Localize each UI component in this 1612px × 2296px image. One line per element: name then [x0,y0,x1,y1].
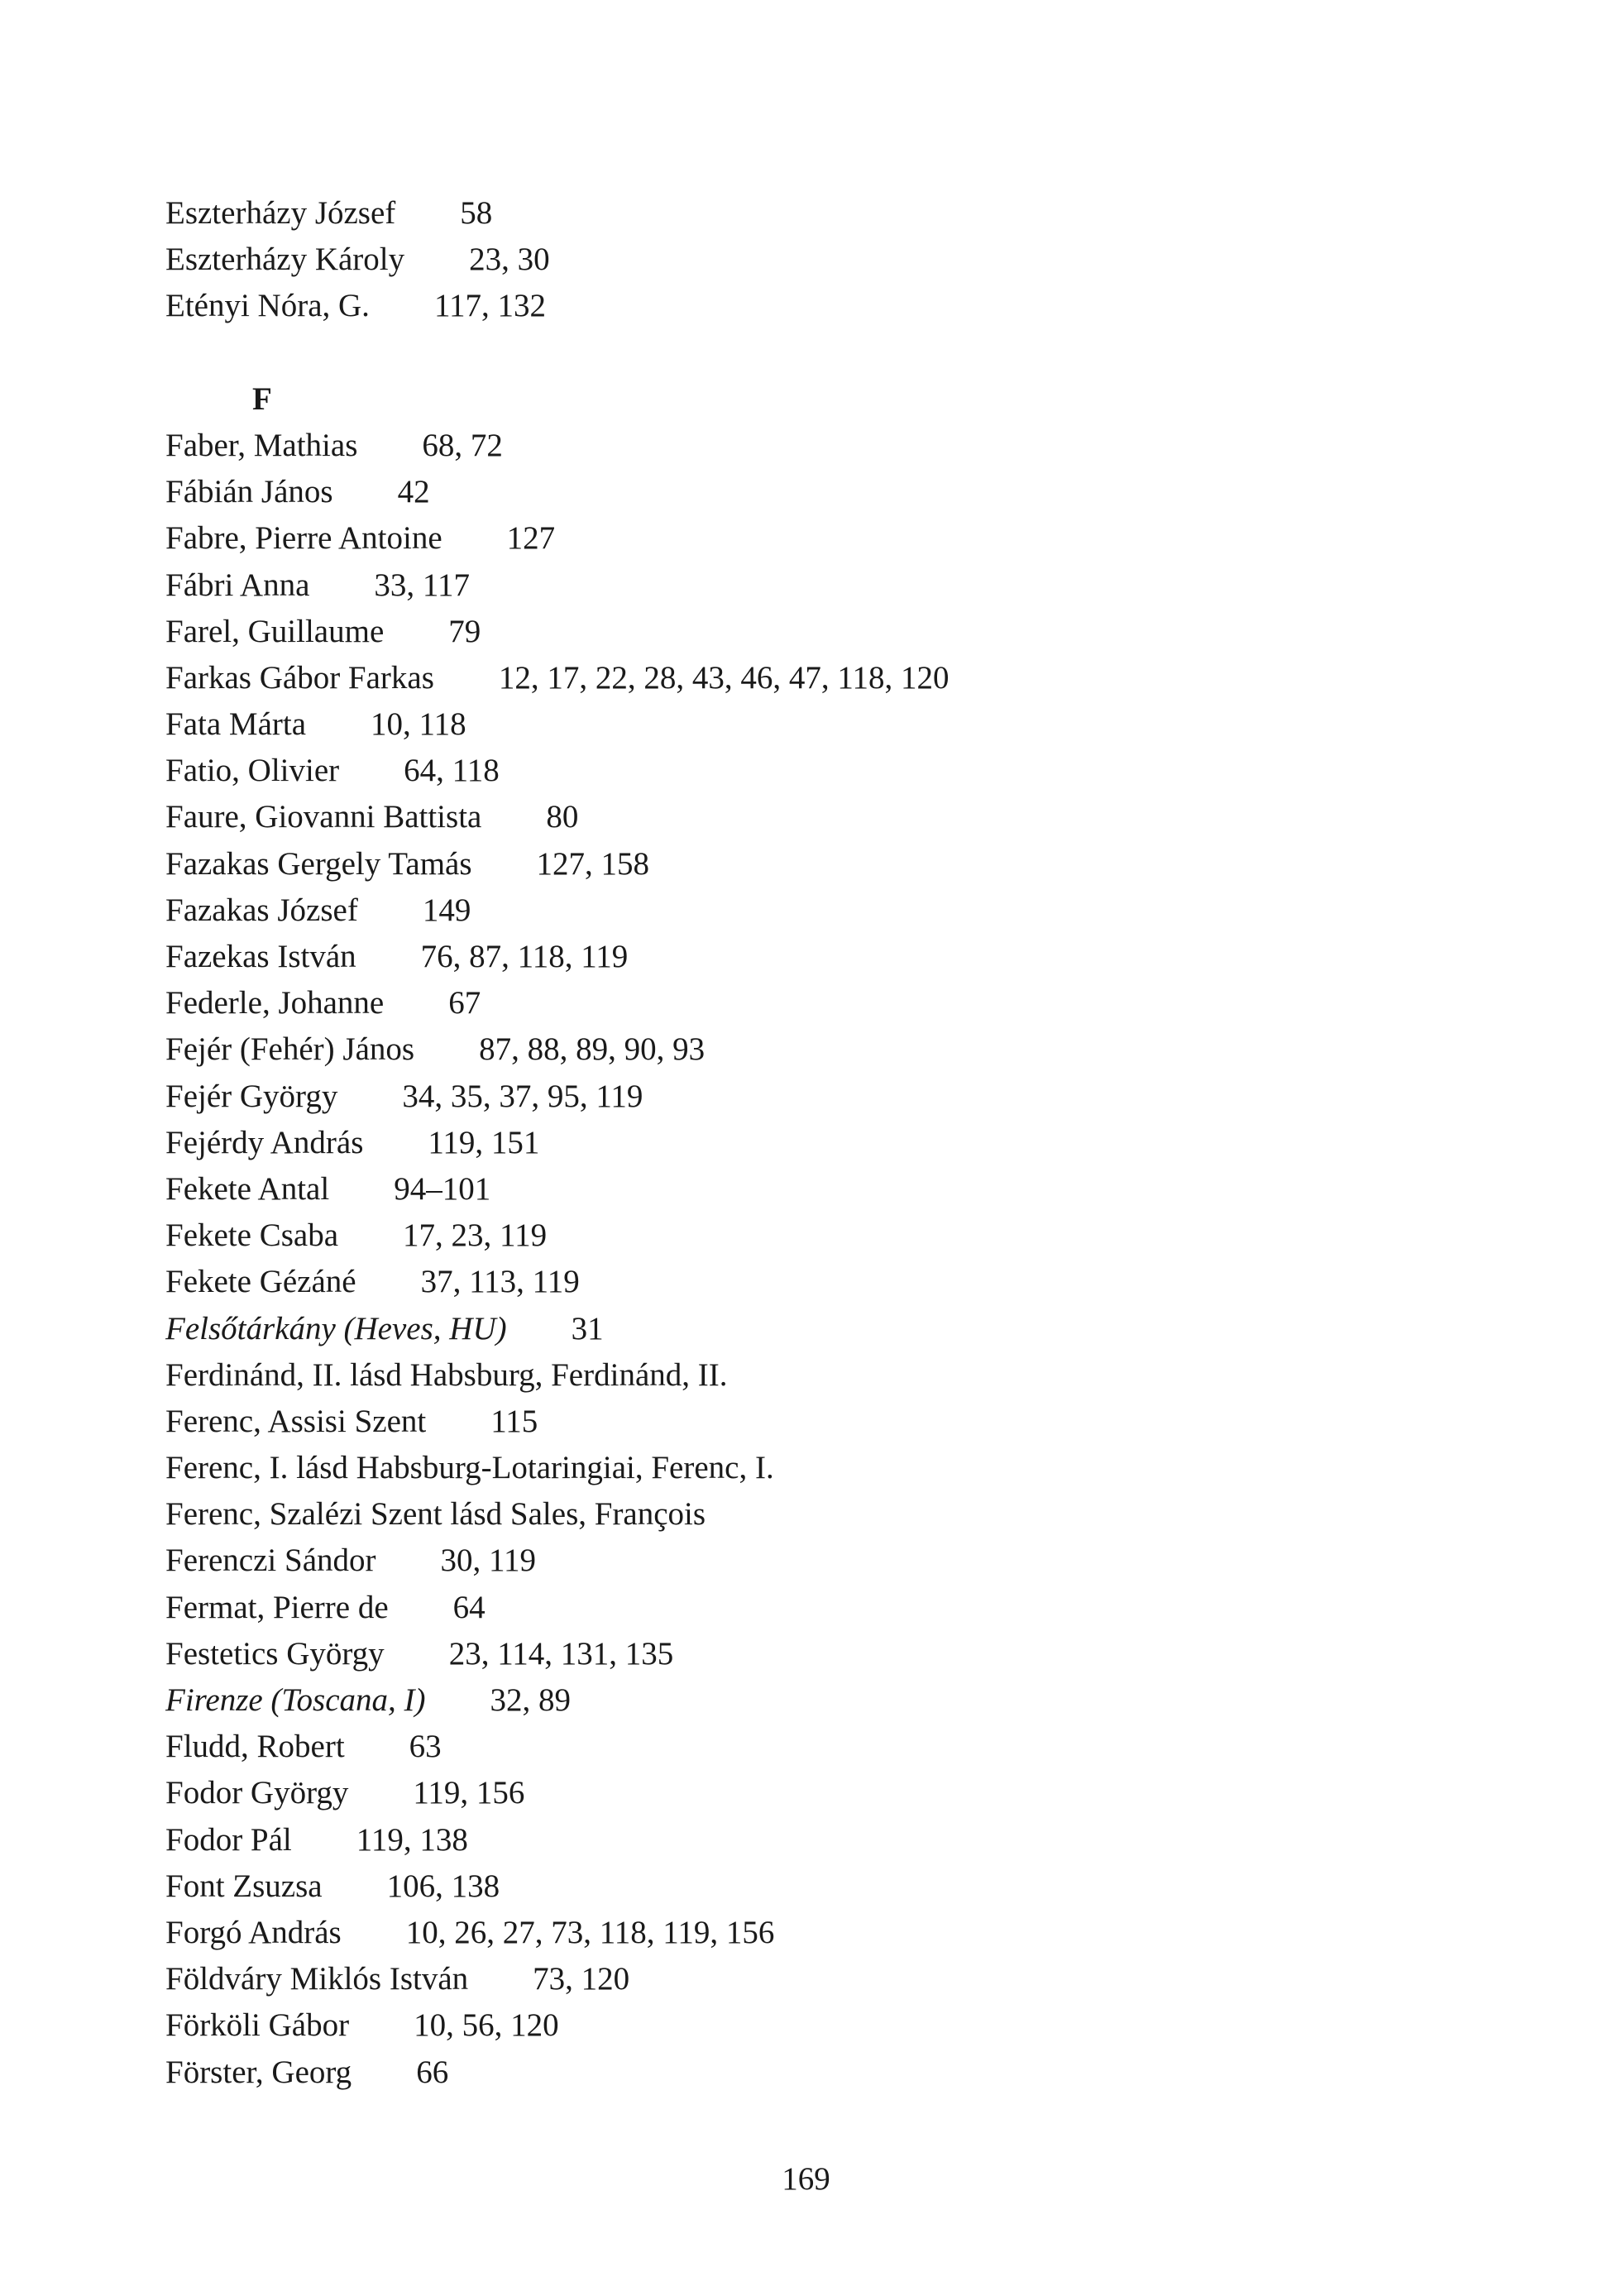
page-references: 115 [490,1403,538,1439]
index-entry [165,1259,1489,1305]
person-name: Fatio, Olivier [165,753,340,789]
index-entry [165,1863,1489,1910]
person-name: Förster, Georg [165,2054,352,2090]
index-entry [165,1631,1489,1677]
name-index-list [165,190,1489,2096]
index-entry [165,1538,1489,1584]
index-entry [165,1399,1489,1445]
page-references: 32, 89 [490,1682,571,1719]
page-references: 66 [416,2054,449,2090]
index-entry [165,1120,1489,1166]
page-references: 10, 56, 120 [414,2007,559,2044]
page-references: 68, 72 [422,427,503,463]
index-entry [165,1491,1489,1538]
page-references: 149 [422,892,471,928]
person-name: Etényi Nóra, G. [165,288,370,324]
person-name: Ferdinánd, II. lásd Habsburg, Ferdinánd, II. [165,1356,728,1393]
page-references: 63 [409,1729,442,1765]
index-entry [165,701,1489,748]
index-entry [165,1445,1489,1491]
person-name: Fodor György [165,1775,349,1811]
index-entry [165,1956,1489,2002]
person-name: Farkas Gábor Farkas [165,659,434,696]
person-name: Fejér György [165,1078,338,1114]
index-entry [165,887,1489,934]
page-references: 58 [460,195,493,231]
person-name: Fata Márta [165,706,307,743]
index-entry [165,841,1489,887]
person-name: Földváry Miklós István [165,1961,469,1997]
person-name: Fábri Anna [165,567,310,603]
index-entry [165,1352,1489,1399]
index-entry [165,1306,1489,1352]
index-entry [165,1770,1489,1816]
person-name: Fodor Pál [165,1821,292,1858]
page-references: 30, 119 [440,1543,537,1579]
index-entry [165,283,1489,329]
person-name: Fejér (Fehér) János [165,1031,415,1068]
person-name: Fludd, Robert [165,1729,345,1765]
page-references: 73, 120 [533,1961,630,1997]
person-name: Fazekas István [165,939,356,975]
person-name: Fazakas Gergely Tamás [165,845,472,882]
person-name: Festetics György [165,1635,385,1672]
page-references: 127 [506,520,556,557]
page-references: 94–101 [394,1170,491,1207]
person-name: Fermat, Pierre de [165,1589,389,1625]
page-references: 119, 156 [413,1775,525,1811]
index-entry [165,748,1489,794]
person-name: Farel, Guillaume [165,613,385,649]
index-entry [165,655,1489,701]
person-name: Fábián János [165,474,333,510]
person-name: Fejérdy András [165,1124,364,1160]
index-entry [165,1724,1489,1770]
page-references: 33, 117 [374,567,470,603]
page-references: 64 [452,1589,486,1625]
person-name: Font Zsuzsa [165,1868,323,1904]
index-entry [165,469,1489,515]
page-references: 23, 114, 131, 135 [448,1635,674,1672]
person-name: Ferenc, I. lásd Habsburg-Lotaringiai, Ferenc, I. [165,1450,774,1486]
person-name: Ferenc, Szalézi Szent lásd Sales, François [165,1496,706,1533]
page-references: 10, 118 [371,706,466,743]
person-name: Fekete Antal [165,1170,330,1207]
page-references: 42 [397,474,430,510]
page-references: 23, 30 [469,242,550,278]
index-entry [165,1585,1489,1631]
page-references: 127, 158 [536,845,650,882]
person-name: Forgó András [165,1914,342,1950]
person-name: Fekete Gézáné [165,1264,356,1300]
index-entry [165,609,1489,655]
person-name: Fekete Csaba [165,1217,339,1254]
person-name: Ferenczi Sándor [165,1543,376,1579]
index-entry [165,934,1489,980]
index-entry [165,423,1489,469]
index-entry [165,562,1489,609]
index-entry [165,2050,1489,2096]
person-name: Faber, Mathias [165,427,358,463]
place-name: Felsőtárkány (Heves, HU) [165,1310,507,1347]
place-name: Firenze (Toscana, I) [165,1682,426,1719]
page-references: 106, 138 [386,1868,500,1904]
page-references: 80 [546,799,579,835]
page-references: 119, 151 [428,1124,540,1160]
person-name: Fabre, Pierre Antoine [165,520,442,557]
index-entry [165,1910,1489,1956]
person-name: Eszterházy József [165,195,396,231]
index-entry [165,1677,1489,1724]
person-name: Eszterházy Károly [165,242,405,278]
index-entry [165,1074,1489,1120]
index-entry [165,237,1489,283]
index-entry [165,980,1489,1026]
page-references: 12, 17, 22, 28, 43, 46, 47, 118, 120 [498,659,950,696]
page-references: 87, 88, 89, 90, 93 [479,1031,706,1068]
page-references: 10, 26, 27, 73, 118, 119, 156 [405,1914,775,1950]
page-references: 79 [448,613,481,649]
page-references: 67 [448,985,481,1021]
page-references: 31 [571,1310,604,1347]
person-name: Federle, Johanne [165,985,385,1021]
index-entry [165,1166,1489,1213]
index-entry [165,515,1489,562]
index-entry [165,1817,1489,1863]
person-name: Faure, Giovanni Battista [165,799,482,835]
index-entry [165,2002,1489,2049]
page-references: 76, 87, 118, 119 [420,939,629,975]
index-entry [165,1026,1489,1073]
index-entry [165,1213,1489,1259]
index-entry [165,190,1489,237]
page-references: 17, 23, 119 [403,1217,548,1254]
page-references: 117, 132 [433,288,546,324]
page-references: 64, 118 [404,753,500,789]
person-name: Ferenc, Assisi Szent [165,1403,427,1439]
person-name: Förköli Gábor [165,2007,350,2044]
person-name: Fazakas József [165,892,358,928]
page-references: 34, 35, 37, 95, 119 [402,1078,643,1114]
page-number: 169 [782,2161,830,2197]
letter-heading: F [252,380,272,417]
index-entry [165,794,1489,840]
page-references: 37, 113, 119 [420,1264,580,1300]
page-references: 119, 138 [356,1821,468,1858]
